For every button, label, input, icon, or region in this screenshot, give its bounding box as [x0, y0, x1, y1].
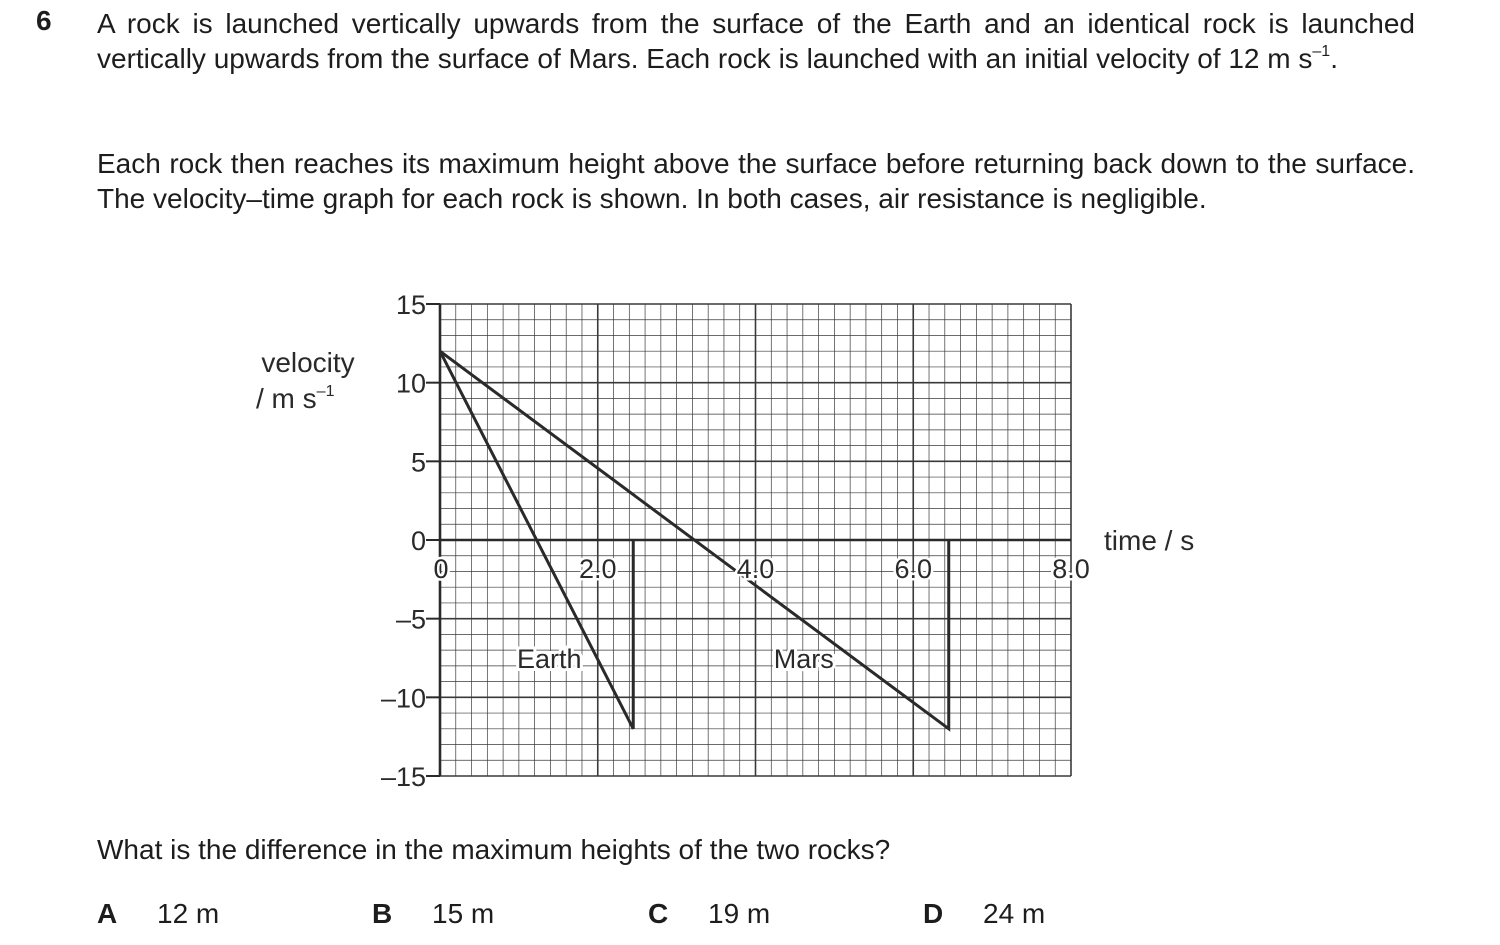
y-tick-label: –5	[395, 604, 426, 635]
option-c-answer: 19 m	[708, 898, 771, 929]
x-tick-label: 6.0	[894, 554, 933, 584]
option-d-answer: 24 m	[983, 898, 1046, 929]
option-d[interactable]	[923, 898, 1045, 930]
x-tick-label: 4.0	[736, 554, 775, 584]
x-axis-title: time / s	[1104, 525, 1195, 556]
y-tick-label: –10	[380, 683, 426, 714]
x-tick-label: 2.0	[578, 554, 617, 584]
y-tick-label: 10	[395, 368, 426, 399]
y-axis-unit-superscript: –1	[316, 383, 335, 400]
question-number: 6	[36, 5, 52, 36]
y-axis-unit-text: / m s	[256, 383, 317, 414]
option-d-letter: D	[923, 898, 944, 929]
option-a-answer: 12 m	[157, 898, 220, 929]
x-tick-label: 0	[433, 554, 449, 584]
option-a-letter: A	[97, 898, 118, 929]
question-context: Each rock then reaches its maximum height above the surface before returning back down to the surface. The velocity–time graph for each rock is shown. In both cases, air resistance is negligible.	[97, 148, 1415, 214]
option-b-letter: B	[372, 898, 393, 929]
intro-end: .	[1330, 43, 1338, 74]
option-c-letter: C	[648, 898, 669, 929]
y-axis-unit	[256, 383, 335, 414]
y-tick-label: –15	[380, 762, 426, 792]
graph-axes	[426, 304, 1071, 776]
option-a[interactable]	[97, 898, 219, 930]
y-tick-label: 15	[395, 290, 426, 320]
question-prompt: What is the difference in the maximum heights of the two rocks?	[97, 834, 891, 865]
intro-text: A rock is launched vertically upwards from the surface of the Earth and an identical rock is launched vertically upwards from the surface of Mars. Each rock is launched with an initial velocity of 12 m s	[97, 8, 1415, 74]
y-tick-label: 5	[410, 447, 426, 478]
intro-unit-superscript: –1	[1312, 43, 1331, 60]
x-tick-label: 8.0	[1052, 554, 1090, 584]
y-tick-label: 0	[410, 526, 426, 556]
option-b[interactable]	[372, 898, 494, 930]
series-label-earth: Earth	[516, 644, 582, 674]
option-c[interactable]	[648, 898, 770, 930]
series-label-mars: Mars	[773, 644, 834, 674]
y-axis-title: velocity	[261, 347, 355, 378]
option-b-answer: 15 m	[432, 898, 495, 929]
